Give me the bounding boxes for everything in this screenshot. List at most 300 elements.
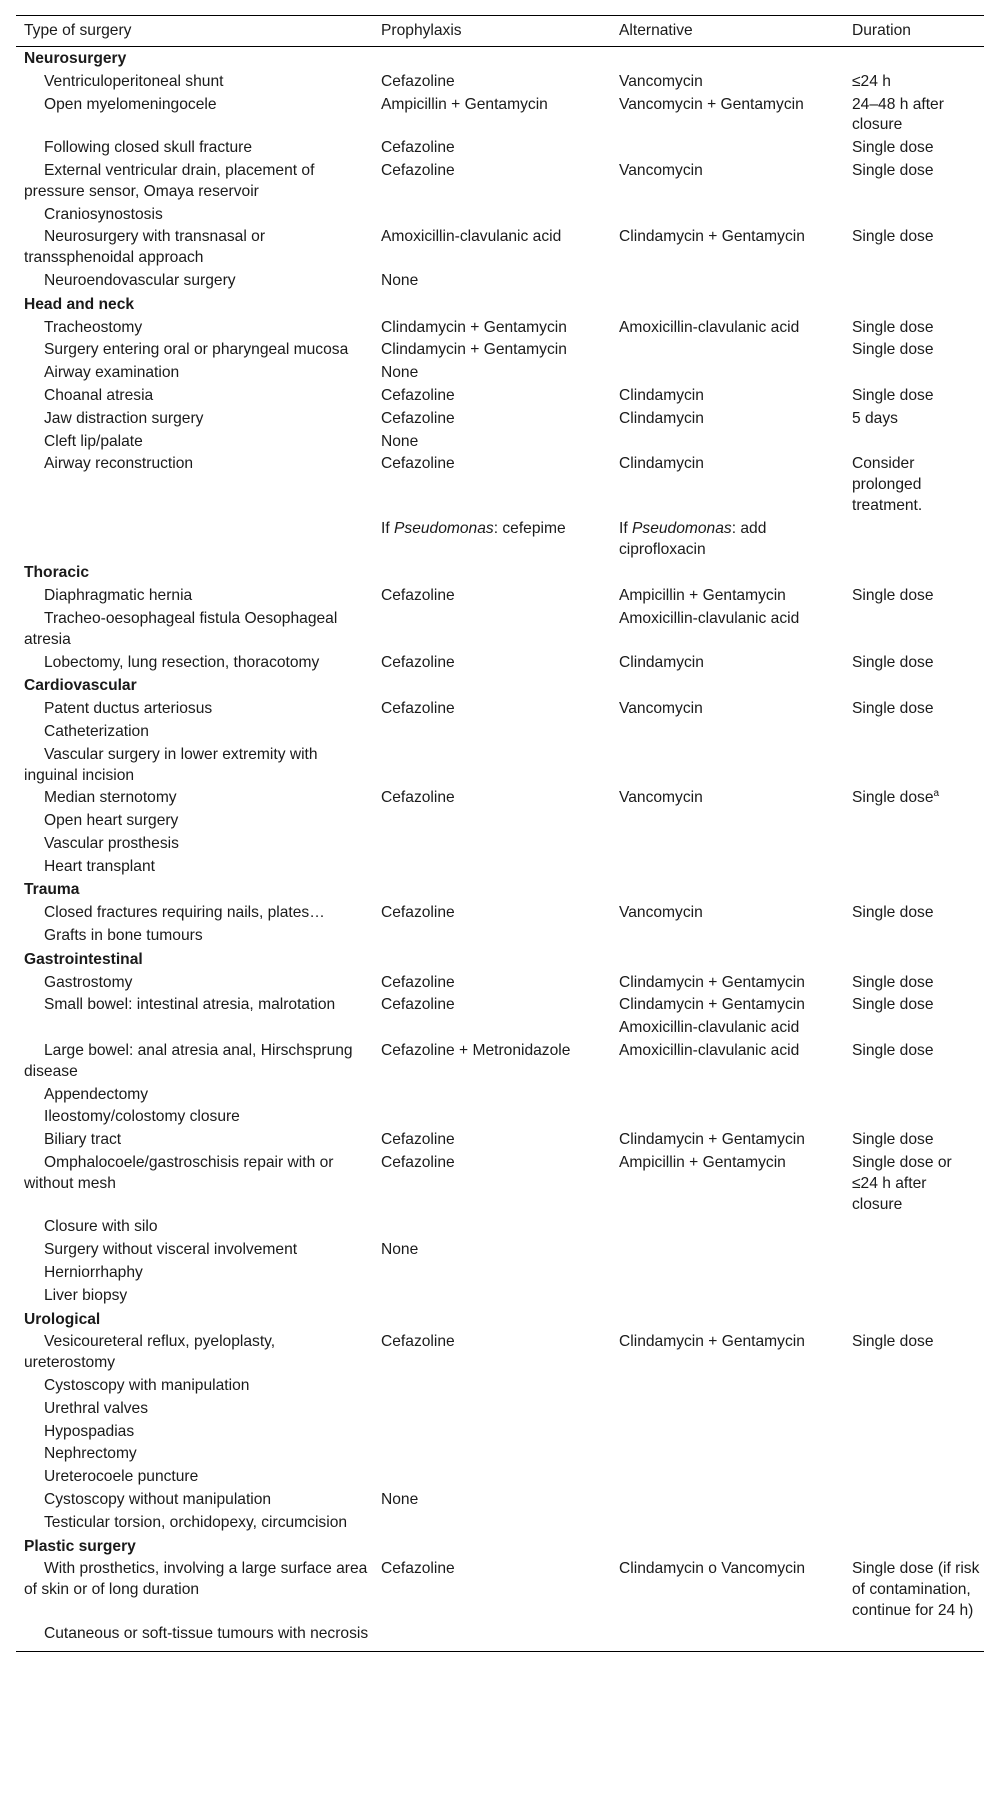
prophylaxis-cell (373, 833, 611, 856)
prophylaxis-cell-text: None (381, 271, 419, 289)
alternative-cell (611, 585, 844, 608)
alternative-cell (611, 833, 844, 856)
surgery-cell (16, 856, 373, 879)
prophylaxis-cell (373, 585, 611, 608)
prophylaxis-cell (373, 137, 611, 160)
duration-cell-text: Single dose (852, 700, 934, 718)
table-row (16, 1558, 984, 1622)
surgery-text: Herniorrhaphy (44, 1264, 143, 1282)
surgery-cell (16, 431, 373, 454)
alternative-cell (611, 856, 844, 879)
alternative-cell-organism: Pseudomonas (632, 519, 732, 537)
duration-cell (844, 71, 984, 94)
section-row (16, 561, 984, 585)
surgery-cell (16, 1512, 373, 1535)
table-row (16, 317, 984, 340)
duration-cell-text: Single dose or ≤24 h after closure (852, 1154, 952, 1213)
surgery-cell (16, 608, 373, 652)
duration-cell-text: Single dose (852, 318, 934, 336)
prophylaxis-cell (373, 1443, 611, 1466)
surgery-text: Closed fractures requiring nails, plates… (44, 904, 325, 922)
prophylaxis-cell (373, 1331, 611, 1375)
duration-cell-text: Single dose (852, 1333, 934, 1351)
alternative-cell (611, 453, 844, 517)
duration-cell-text: 5 days (852, 409, 898, 427)
prophylaxis-cell-text: Cefazoline (381, 904, 455, 922)
section-row (16, 1308, 984, 1332)
prophylaxis-cell (373, 652, 611, 675)
duration-cell (844, 652, 984, 675)
surgery-cell (16, 833, 373, 856)
surgery-cell (16, 1152, 373, 1216)
surgery-text: Neurosurgery with transnasal or transsphenoidal approach (24, 228, 266, 267)
surgery-text: Cutaneous or soft-tissue tumours with necrosis (44, 1624, 369, 1642)
section-row (16, 878, 984, 902)
prophylaxis-table (16, 15, 984, 1652)
prophylaxis-cell-text: Cefazoline (381, 455, 455, 473)
prophylaxis-cell (373, 744, 611, 788)
surgery-text: Tracheostomy (44, 318, 143, 336)
duration-cell (844, 1331, 984, 1375)
prophylaxis-cell (373, 698, 611, 721)
surgery-cell (16, 1017, 373, 1040)
prophylaxis-cell-text: Cefazoline (381, 587, 455, 605)
table-row (16, 652, 984, 675)
duration-cell-text: Single dose (852, 1131, 934, 1149)
alternative-cell-text: Amoxicillin-clavulanic acid (619, 1019, 800, 1037)
surgery-cell (16, 204, 373, 227)
surgery-cell (16, 453, 373, 517)
surgery-text: Large bowel: anal atresia anal, Hirschsprung disease (24, 1042, 353, 1080)
surgery-text: Heart transplant (44, 857, 155, 875)
surgery-text: External ventricular drain, placement of pressure sensor, Omaya reservoir (24, 161, 315, 200)
alternative-cell (611, 1216, 844, 1239)
surgery-text: Median sternotomy (44, 789, 177, 807)
surgery-cell (16, 1239, 373, 1262)
prophylaxis-cell-text: Clindamycin + Gentamycin (381, 318, 567, 336)
prophylaxis-cell-text: Ampicillin + Gentamycin (381, 95, 548, 113)
duration-cell (844, 137, 984, 160)
prophylaxis-cell (373, 1623, 611, 1651)
alternative-cell (611, 994, 844, 1017)
alternative-cell (611, 518, 844, 562)
duration-cell (844, 1421, 984, 1444)
surgery-cell (16, 1466, 373, 1489)
prophylaxis-cell (373, 721, 611, 744)
prophylaxis-cell (373, 1421, 611, 1444)
alternative-cell-text: Clindamycin o Vancomycin (619, 1560, 806, 1578)
alternative-cell (611, 902, 844, 925)
prophylaxis-table-container (16, 15, 984, 1652)
prophylaxis-cell (373, 94, 611, 138)
prophylaxis-cell-text: Cefazoline (381, 386, 455, 404)
prophylaxis-cell-text: Cefazoline (381, 653, 455, 671)
surgery-cell (16, 1216, 373, 1239)
duration-cell-text: Single dose (852, 386, 934, 404)
section-row (16, 948, 984, 972)
alternative-cell (611, 1017, 844, 1040)
duration-cell (844, 317, 984, 340)
prophylaxis-cell (373, 453, 611, 517)
section-heading: Gastrointestinal (24, 950, 143, 968)
alternative-cell (611, 1239, 844, 1262)
duration-cell-text: Single dose (852, 789, 934, 807)
alternative-cell (611, 744, 844, 788)
table-row (16, 518, 984, 562)
surgery-cell (16, 1375, 373, 1398)
prophylaxis-cell-text: Cefazoline (381, 700, 455, 718)
duration-cell (844, 204, 984, 227)
alternative-cell-text: Ampicillin + Gentamycin (619, 1154, 786, 1172)
alternative-cell-text: Vancomycin (619, 789, 703, 807)
duration-cell-text: Single dose (852, 587, 934, 605)
table-row (16, 1466, 984, 1489)
duration-cell-text: ≤24 h (852, 72, 891, 90)
prophylaxis-cell (373, 1489, 611, 1512)
surgery-cell (16, 902, 373, 925)
duration-cell (844, 994, 984, 1017)
duration-cell (844, 787, 984, 810)
prophylaxis-cell-text: Cefazoline (381, 996, 455, 1014)
surgery-text: Open heart surgery (44, 812, 179, 830)
duration-cell (844, 339, 984, 362)
surgery-cell (16, 1106, 373, 1129)
alternative-cell (611, 431, 844, 454)
prophylaxis-cell (373, 1262, 611, 1285)
alternative-cell (611, 1152, 844, 1216)
surgery-cell (16, 362, 373, 385)
section-heading: Urological (24, 1310, 101, 1328)
alternative-cell (611, 160, 844, 204)
duration-cell (844, 698, 984, 721)
surgery-cell (16, 339, 373, 362)
surgery-cell (16, 744, 373, 788)
duration-cell-text: 24–48 h after closure (852, 95, 944, 134)
alternative-cell (611, 1084, 844, 1107)
table-row (16, 270, 984, 293)
prophylaxis-cell (373, 1216, 611, 1239)
duration-cell (844, 1512, 984, 1535)
surgery-text: Vascular prosthesis (44, 834, 179, 852)
surgery-text: Ventriculoperitoneal shunt (44, 72, 224, 90)
alternative-cell (611, 1040, 844, 1084)
alternative-cell (611, 1489, 844, 1512)
alternative-cell (611, 317, 844, 340)
duration-cell (844, 744, 984, 788)
surgery-text: Biliary tract (44, 1131, 122, 1149)
surgery-cell (16, 698, 373, 721)
alternative-cell-text: Clindamycin + Gentamycin (619, 1131, 805, 1149)
surgery-cell (16, 1558, 373, 1622)
surgery-text: Ureterocoele puncture (44, 1468, 199, 1486)
duration-cell (844, 833, 984, 856)
table-row (16, 1017, 984, 1040)
prophylaxis-cell-text: : cefepime (493, 519, 566, 537)
prophylaxis-cell-text: Clindamycin + Gentamycin (381, 341, 567, 359)
prophylaxis-cell (373, 160, 611, 204)
duration-cell (844, 1129, 984, 1152)
prophylaxis-cell (373, 810, 611, 833)
table-row (16, 608, 984, 652)
table-row (16, 1398, 984, 1421)
surgery-cell (16, 1084, 373, 1107)
alternative-cell-text: : add ciprofloxacin (619, 519, 767, 558)
table-row (16, 585, 984, 608)
alternative-cell-text: Clindamycin + Gentamycin (619, 973, 805, 991)
table-row (16, 1084, 984, 1107)
duration-cell-text: Single dose (852, 341, 934, 359)
surgery-text: Vesicoureteral reflux, pyeloplasty, ureterostomy (24, 1333, 276, 1372)
surgery-text: Omphalocoele/gastroschisis repair with or without mesh (24, 1154, 334, 1192)
duration-cell (844, 362, 984, 385)
table-row (16, 721, 984, 744)
surgery-cell (16, 721, 373, 744)
surgery-cell (16, 1489, 373, 1512)
prophylaxis-cell-text: Cefazoline (381, 1154, 455, 1172)
alternative-cell-text: Vancomycin (619, 161, 703, 179)
table-row (16, 698, 984, 721)
duration-cell-text: Single dose (852, 139, 934, 157)
surgery-cell (16, 1623, 373, 1651)
surgery-text: Liver biopsy (44, 1286, 128, 1304)
alternative-cell (611, 698, 844, 721)
surgery-cell (16, 972, 373, 995)
surgery-cell (16, 317, 373, 340)
surgery-cell (16, 1040, 373, 1084)
alternative-cell (611, 652, 844, 675)
surgery-text: Ileostomy/colostomy closure (44, 1108, 240, 1126)
duration-cell (844, 453, 984, 517)
surgery-cell (16, 1331, 373, 1375)
prophylaxis-cell-text: None (381, 1491, 419, 1508)
prophylaxis-cell-text: None (381, 432, 419, 450)
section-heading: Thoracic (24, 564, 89, 582)
surgery-text: Hypospadias (44, 1422, 135, 1440)
table-row (16, 431, 984, 454)
duration-cell (844, 408, 984, 431)
duration-cell (844, 856, 984, 879)
duration-cell-text: Single dose (852, 1042, 934, 1060)
section-heading: Plastic surgery (24, 1537, 136, 1555)
prophylaxis-cell (373, 1152, 611, 1216)
table-row (16, 902, 984, 925)
prophylaxis-cell (373, 994, 611, 1017)
prophylaxis-cell-organism: Pseudomonas (394, 519, 494, 537)
table-row (16, 94, 984, 138)
duration-cell (844, 226, 984, 270)
alternative-cell (611, 1512, 844, 1535)
surgery-text: Nephrectomy (44, 1445, 137, 1463)
alternative-cell-text: Clindamycin (619, 455, 704, 473)
alternative-cell (611, 1443, 844, 1466)
surgery-text: Airway reconstruction (44, 455, 194, 473)
duration-cell (844, 160, 984, 204)
surgery-text: Urethral valves (44, 1399, 148, 1417)
surgery-text: With prosthetics, involving a large surface area of skin or of long duration (24, 1560, 368, 1599)
section-heading: Head and neck (24, 295, 135, 313)
duration-cell (844, 925, 984, 948)
section-heading: Trauma (24, 881, 80, 899)
table-row (16, 925, 984, 948)
surgery-text: Vascular surgery in lower extremity with inguinal incision (24, 745, 318, 784)
alternative-cell (611, 1623, 844, 1651)
duration-cell (844, 1239, 984, 1262)
table-row (16, 972, 984, 995)
surgery-text: Patent ductus arteriosus (44, 700, 213, 718)
prophylaxis-cell-text: Cefazoline (381, 973, 455, 991)
duration-cell-text: Single dose (852, 973, 934, 991)
section-heading: Neurosurgery (24, 50, 127, 67)
surgery-cell (16, 994, 373, 1017)
surgery-text: Choanal atresia (44, 386, 154, 404)
alternative-cell (611, 1106, 844, 1129)
alternative-cell (611, 787, 844, 810)
alternative-cell (611, 94, 844, 138)
prophylaxis-cell-text: Cefazoline (381, 139, 455, 157)
table-row (16, 1421, 984, 1444)
prophylaxis-cell (373, 1285, 611, 1308)
prophylaxis-cell (373, 317, 611, 340)
prophylaxis-cell (373, 226, 611, 270)
alternative-cell-text: Clindamycin (619, 409, 704, 427)
prophylaxis-cell-text: Cefazoline (381, 72, 455, 90)
alternative-cell (611, 972, 844, 995)
table-body (16, 47, 984, 1652)
surgery-cell (16, 518, 373, 562)
table-row (16, 453, 984, 517)
duration-cell (844, 1623, 984, 1651)
duration-cell-text: Single dose (852, 228, 934, 246)
alternative-cell (611, 385, 844, 408)
alternative-cell (611, 1375, 844, 1398)
prophylaxis-cell (373, 1017, 611, 1040)
prophylaxis-cell (373, 925, 611, 948)
prophylaxis-cell (373, 902, 611, 925)
prophylaxis-cell (373, 408, 611, 431)
duration-cell (844, 972, 984, 995)
duration-cell (844, 385, 984, 408)
table-row (16, 362, 984, 385)
table-row (16, 1512, 984, 1535)
table-row (16, 744, 984, 788)
table-row (16, 204, 984, 227)
alternative-cell (611, 1466, 844, 1489)
alternative-cell-text: Amoxicillin-clavulanic acid (619, 609, 800, 627)
duration-cell (844, 1285, 984, 1308)
prophylaxis-cell-text: Cefazoline (381, 1131, 455, 1149)
prophylaxis-cell-text: Cefazoline + Metronidazole (381, 1042, 571, 1060)
surgery-cell (16, 925, 373, 948)
prophylaxis-cell (373, 608, 611, 652)
duration-cell (844, 431, 984, 454)
table-row (16, 810, 984, 833)
header-duration: Duration (844, 16, 984, 47)
duration-cell (844, 94, 984, 138)
table-row (16, 1152, 984, 1216)
alternative-cell-text: Vancomycin (619, 904, 703, 922)
prophylaxis-cell (373, 972, 611, 995)
table-row (16, 1216, 984, 1239)
surgery-cell (16, 1285, 373, 1308)
prophylaxis-cell-text: None (381, 1241, 419, 1259)
duration-cell (844, 902, 984, 925)
alternative-cell-text: Clindamycin (619, 653, 704, 671)
prophylaxis-cell-text: Cefazoline (381, 161, 455, 179)
table-row (16, 1129, 984, 1152)
section-row (16, 293, 984, 317)
section-heading: Cardiovascular (24, 677, 137, 695)
duration-cell-text: Single dose (852, 653, 934, 671)
alternative-cell-text: Clindamycin + Gentamycin (619, 228, 805, 246)
section-row (16, 47, 984, 71)
alternative-cell (611, 362, 844, 385)
surgery-text: Appendectomy (44, 1085, 149, 1103)
section-row (16, 1535, 984, 1559)
prophylaxis-cell (373, 1375, 611, 1398)
table-row (16, 160, 984, 204)
alternative-cell (611, 1262, 844, 1285)
alternative-cell-text: Vancomycin (619, 700, 703, 718)
prophylaxis-cell (373, 431, 611, 454)
duration-cell (844, 1375, 984, 1398)
table-row (16, 1239, 984, 1262)
surgery-text: Surgery without visceral involvement (44, 1241, 298, 1259)
duration-cell (844, 1106, 984, 1129)
alternative-cell-text: Vancomycin (619, 72, 703, 90)
table-row (16, 226, 984, 270)
surgery-text: Craniosynostosis (44, 205, 163, 223)
alternative-cell-text: Amoxicillin-clavulanic acid (619, 1042, 800, 1060)
surgery-text: Lobectomy, lung resection, thoracotomy (44, 653, 320, 671)
table-row (16, 787, 984, 810)
surgery-cell (16, 1443, 373, 1466)
prophylaxis-cell-text: If (381, 519, 394, 537)
prophylaxis-cell (373, 71, 611, 94)
table-row (16, 137, 984, 160)
surgery-text: Cleft lip/palate (44, 432, 143, 450)
prophylaxis-cell-text: Amoxicillin-clavulanic acid (381, 228, 562, 246)
alternative-cell (611, 226, 844, 270)
prophylaxis-cell (373, 385, 611, 408)
duration-cell (844, 1084, 984, 1107)
table-row (16, 1331, 984, 1375)
surgery-cell (16, 71, 373, 94)
alternative-cell (611, 1285, 844, 1308)
prophylaxis-cell (373, 1466, 611, 1489)
surgery-cell (16, 1262, 373, 1285)
table-row (16, 1623, 984, 1651)
prophylaxis-cell (373, 1129, 611, 1152)
surgery-text: Cystoscopy with manipulation (44, 1377, 250, 1395)
duration-cell-text: Single dose (852, 904, 934, 922)
prophylaxis-cell (373, 339, 611, 362)
surgery-cell (16, 1398, 373, 1421)
prophylaxis-cell-text: None (381, 364, 419, 382)
surgery-text: Gastrostomy (44, 973, 133, 991)
surgery-text: Testicular torsion, orchidopexy, circumcision (44, 1513, 348, 1531)
prophylaxis-cell (373, 856, 611, 879)
surgery-text: Diaphragmatic hernia (44, 587, 193, 605)
alternative-cell (611, 1129, 844, 1152)
prophylaxis-cell-text: Cefazoline (381, 409, 455, 427)
surgery-text: Neuroendovascular surgery (44, 271, 236, 289)
table-row (16, 339, 984, 362)
prophylaxis-cell (373, 1040, 611, 1084)
surgery-cell (16, 408, 373, 431)
duration-cell (844, 1443, 984, 1466)
duration-cell (844, 270, 984, 293)
prophylaxis-cell (373, 787, 611, 810)
